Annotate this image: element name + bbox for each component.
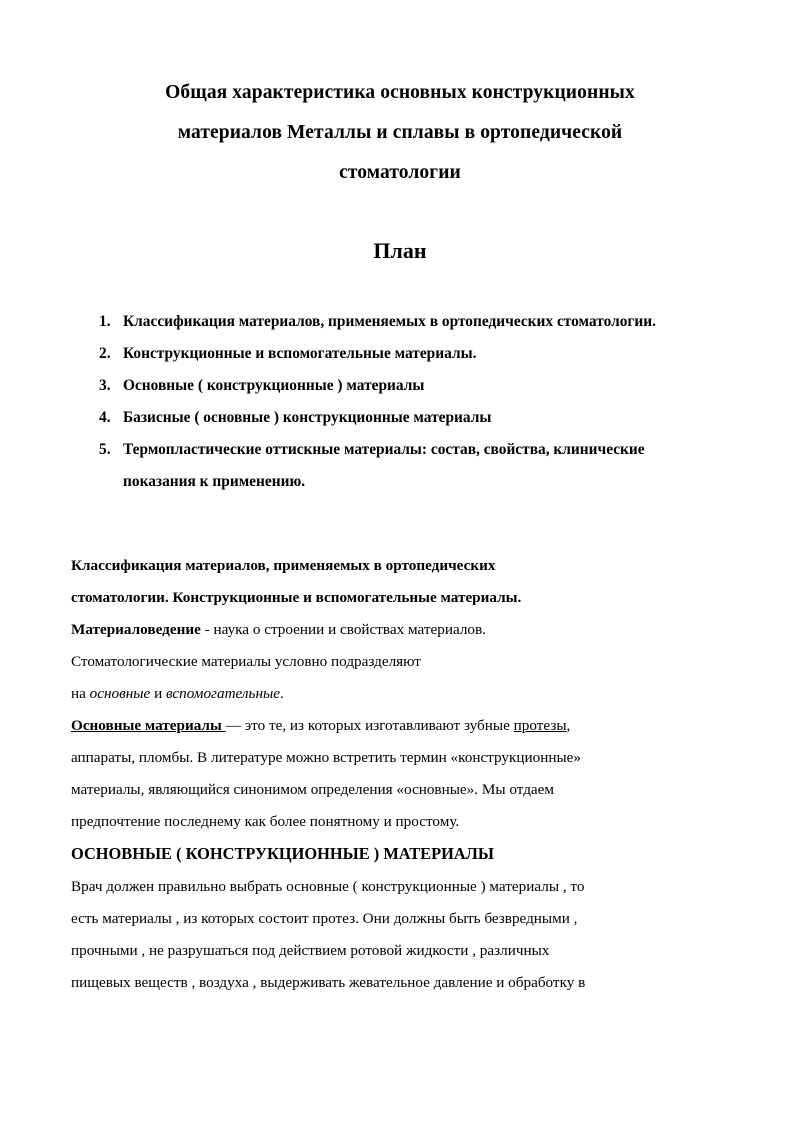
- materialovedenie-definition: [71, 614, 730, 646]
- section-paragraph-text-2: есть материалы , из которых состоит протез. Они должны быть безвредными ,: [71, 910, 578, 927]
- section-heading-text: ОСНОВНЫЕ ( КОНСТРУКЦИОННЫЕ ) МАТЕРИАЛЫ: [71, 844, 494, 863]
- body-content: [0, 498, 800, 999]
- subdivide-italic-osnovnye: основные: [89, 685, 151, 702]
- list-item: Термопластические оттискные материалы: состав, свойства, клинические показания к применению.: [123, 441, 645, 490]
- main-materials-def-line-4-text: предпочтение последнему как более понятному и простому.: [71, 813, 460, 830]
- subdivide-conjunction: и: [150, 685, 167, 702]
- intro-bold-line-1: [71, 550, 730, 582]
- section-heading-osnovnye-materialy: [71, 838, 730, 871]
- subdivide-text: Стоматологические материалы условно подразделяют: [71, 653, 421, 670]
- subdivide-prefix: на: [71, 685, 90, 702]
- main-materials-def-line-2-text: аппараты, пломбы. В литературе можно встретить термин «конструкционные»: [71, 749, 582, 766]
- list-item: Конструкционные и вспомогательные материалы.: [123, 345, 477, 362]
- main-materials-term: Основные материалы: [71, 717, 226, 734]
- subdivide-categories-line: [71, 678, 730, 710]
- materialovedenie-dash: -: [200, 621, 214, 638]
- section-paragraph-line-3: [71, 935, 730, 967]
- plan-list: [0, 267, 800, 498]
- materialovedenie-rest: наука о строении и свойствах материалов.: [213, 621, 486, 638]
- plan-heading: План: [373, 238, 427, 263]
- page-title-line-2: материалов Металлы и сплавы в ортопедической: [177, 122, 623, 143]
- main-materials-definition-line-1: [71, 710, 730, 742]
- section-paragraph-line-2: [71, 903, 730, 935]
- section-paragraph-line-4: [71, 967, 730, 999]
- list-item: Базисные ( основные ) конструкционные материалы: [123, 409, 492, 426]
- intro-bold-line-2: [71, 582, 730, 614]
- list-item: Классификация материалов, применяемых в ортопедических стоматологии.: [123, 313, 656, 330]
- section-paragraph-line-1: [71, 871, 730, 903]
- list-item: Основные ( конструкционные ) материалы: [123, 377, 425, 394]
- subdivide-period: .: [280, 685, 284, 702]
- main-materials-def-line-3-text: материалы, являющийся синонимом определения «основные». Мы отдаем: [71, 781, 555, 798]
- materialovedenie-term: Материаловедение: [71, 621, 201, 638]
- page-title-line-1: Общая характеристика основных конструкционных: [165, 82, 635, 103]
- main-materials-def-part-2: ,: [566, 717, 571, 734]
- section-paragraph-text-4: пищевых веществ , воздуха , выдерживать жевательное давление и обработку в: [71, 974, 586, 991]
- section-paragraph-text-3: прочными , не разрушаться под действием ротовой жидкости , различных: [71, 942, 550, 959]
- section-paragraph-text-1: Врач должен правильно выбрать основные ( конструкционные ) материалы , то: [71, 878, 585, 895]
- subdivide-italic-vspomogatelnye: вспомогательные: [166, 685, 281, 702]
- main-materials-definition-line-4: [71, 806, 730, 838]
- page-title: [0, 0, 800, 193]
- intro-bold-text-2: стоматологии. Конструкционные и вспомогательные материалы.: [71, 589, 522, 606]
- main-materials-protezy-underlined: протезы: [513, 717, 567, 734]
- main-materials-def-part-1: — это те, из которых изготавливают зубные: [225, 717, 514, 734]
- intro-bold-text-1: Классификация материалов, применяемых в ортопедических: [71, 557, 496, 574]
- main-materials-definition-line-2: [71, 742, 730, 774]
- subdivide-line: [71, 646, 730, 678]
- page-title-line-3: стоматологии: [339, 162, 461, 183]
- main-materials-definition-line-3: [71, 774, 730, 806]
